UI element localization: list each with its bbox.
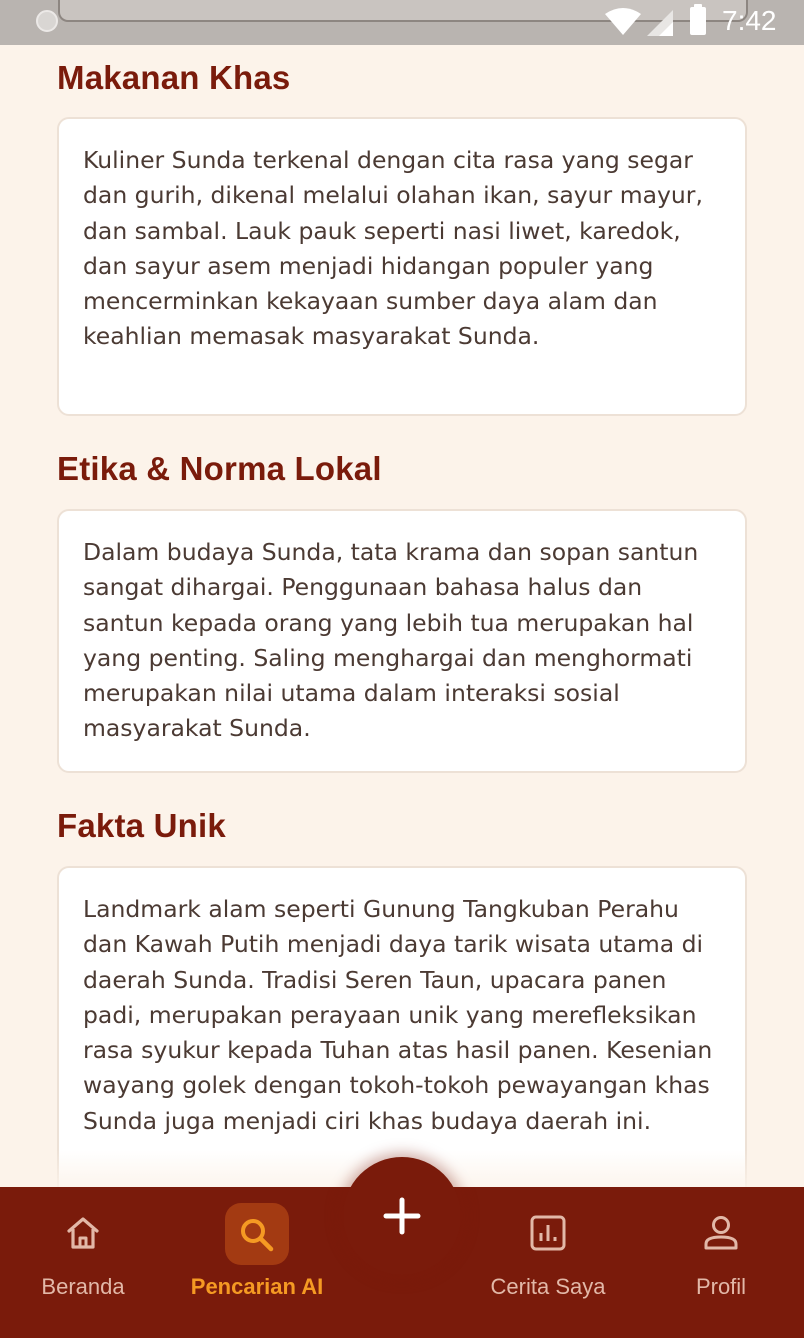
card-text: Landmark alam seperti Gunung Tangkuban Perahu dan Kawah Putih menjadi daya tarik wisata utama di daerah Sunda. Tradisi Seren Taun, upacara panen padi, merupakan perayaan unik yang merefleksikan rasa syukur kepada Tuhan atas hasil panen. Kesenian wayang golek dengan tokoh-tokoh pewayangan khas Sunda juga menjadi ciri khas budaya daerah ini.: [83, 895, 713, 1135]
nav-label-beranda: Beranda: [41, 1274, 125, 1299]
wifi-icon: [605, 8, 641, 36]
plus-icon: [382, 1196, 422, 1236]
nav-item-pencarian-ai[interactable]: [172, 1187, 342, 1338]
nav-label-profil: Profil: [695, 1274, 747, 1299]
search-icon: [238, 1216, 276, 1254]
nav-item-profil[interactable]: [660, 1187, 782, 1338]
card-etika-norma: [57, 509, 747, 773]
battery-icon: [690, 7, 706, 35]
person-icon: [701, 1213, 741, 1253]
section-title-makanan-khas: Makanan Khas: [57, 59, 291, 96]
notification-dot-icon: [36, 10, 58, 32]
status-time: 7:42: [722, 5, 777, 36]
nav-item-cerita-saya[interactable]: [470, 1187, 626, 1338]
add-story-button[interactable]: [343, 1157, 461, 1275]
section-title-etika-norma: Etika & Norma Lokal: [57, 450, 382, 487]
signal-icon: [645, 8, 675, 36]
nav-label-pencarian-ai: Pencarian AI: [190, 1274, 324, 1299]
status-bar: [0, 0, 804, 45]
nav-label-cerita-saya: Cerita Saya: [490, 1274, 606, 1299]
card-makanan-khas: [57, 117, 747, 416]
card-text: Kuliner Sunda terkenal dengan cita rasa yang segar dan gurih, dikenal melalui olahan ikan, sayur mayur, dan sambal. Lauk pauk seperti nasi liwet, karedok, dan sayur asem menjadi hidangan populer yang mencerminkan kekayaan sumber daya alam dan keahlian memasak masyarakat Sunda.: [83, 146, 703, 351]
chart-icon: [528, 1213, 568, 1253]
home-icon: [63, 1213, 103, 1253]
section-title-fakta-unik: Fakta Unik: [57, 807, 226, 844]
card-text: Dalam budaya Sunda, tata krama dan sopan santun sangat dihargai. Penggunaan bahasa halus dan santun kepada orang yang lebih tua merupakan hal yang penting. Saling menghargai dan menghormati merupakan nilai utama dalam interaksi sosial masyarakat Sunda.: [83, 538, 699, 743]
nav-item-beranda[interactable]: [20, 1187, 146, 1338]
